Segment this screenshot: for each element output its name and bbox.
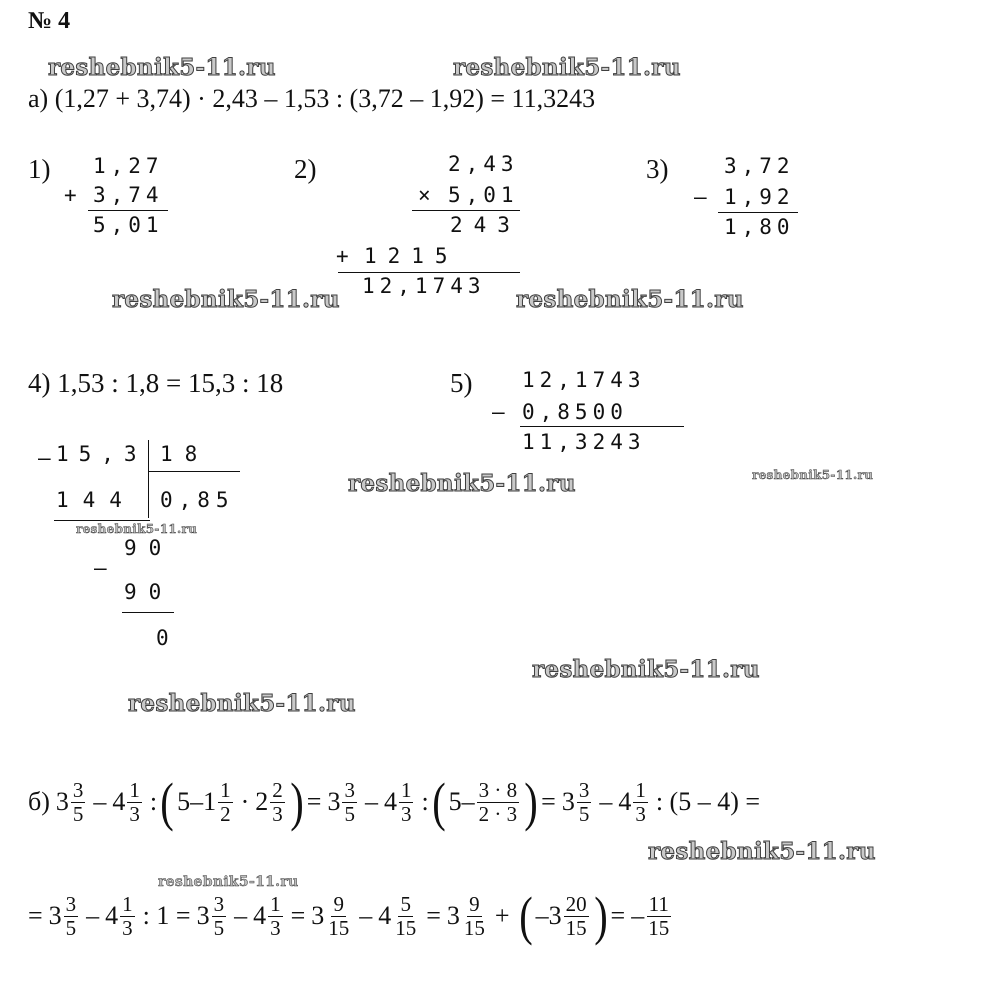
watermark: reshebnik5-11.ru xyxy=(48,54,276,81)
step3-label: 3) xyxy=(646,154,669,184)
step5-result: 11,3243 xyxy=(522,430,646,454)
fraction: $\frac{3}{5}$ xyxy=(72,777,84,826)
equals-sign: = xyxy=(306,787,322,816)
fraction: $\frac{1}{3}$ xyxy=(400,777,412,826)
step4-rule1 xyxy=(54,520,150,521)
minus-sign: – xyxy=(359,901,373,930)
fraction: $\frac{1}{2}$ xyxy=(220,777,231,826)
step1-label: 1) xyxy=(28,154,51,184)
equals-sign: = xyxy=(541,787,556,816)
mixed-whole: 2 xyxy=(255,787,269,816)
fraction: $\frac{3}{5}$ xyxy=(578,777,590,826)
close-paren: ) xyxy=(524,772,538,832)
mixed-whole: 4 xyxy=(253,901,267,930)
mixed-whole: 4 xyxy=(105,901,119,930)
watermark: reshebnik5-11.ru xyxy=(348,470,576,497)
fraction: $\frac{9}{15}$ xyxy=(463,891,485,940)
watermark: reshebnik5-11.ru xyxy=(76,522,198,536)
step5-row1: 12,1743 xyxy=(522,368,646,392)
mixed-whole: 3 xyxy=(196,901,210,930)
step1-rule xyxy=(88,210,168,211)
step2-op: × xyxy=(418,183,436,207)
step3-row2: 1,92 xyxy=(724,185,795,209)
minus-sign: – xyxy=(631,901,645,930)
fraction: $\frac{3}{5}$ xyxy=(344,777,355,826)
step4-division-bar xyxy=(148,440,149,518)
mixed-whole: –3 xyxy=(535,901,562,930)
equals-sign: = xyxy=(426,901,441,930)
part-b-line1 xyxy=(28,762,760,842)
step4-rem1: 90 xyxy=(124,536,174,560)
step4-expression: 4) 1,53 : 1,8 = 15,3 : 18 xyxy=(28,368,284,398)
step4-sub2: 90 xyxy=(124,580,174,604)
watermark: reshebnik5-11.ru xyxy=(453,54,681,81)
result-fraction: $\frac{11}{15}$ xyxy=(648,891,670,940)
step1-result: 5,01 xyxy=(93,213,164,237)
step5-row2: 0,8500 xyxy=(522,400,628,424)
open-paren: ( xyxy=(160,772,174,832)
step4-rule2 xyxy=(122,612,174,613)
step5-rule xyxy=(520,426,684,427)
colon-sign: : xyxy=(421,787,429,816)
colon-sign: : xyxy=(149,787,158,816)
step5-op: – xyxy=(492,400,510,424)
watermark: reshebnik5-11.ru xyxy=(128,690,356,717)
step2-rule2 xyxy=(338,272,520,273)
watermark: reshebnik5-11.ru xyxy=(112,286,340,313)
watermark: reshebnik5-11.ru xyxy=(648,838,876,865)
mixed-whole: 4 xyxy=(618,787,632,816)
mixed-whole: 3 xyxy=(311,901,325,930)
watermark: reshebnik5-11.ru xyxy=(516,286,744,313)
mixed-whole: 4 xyxy=(378,901,392,930)
watermark: reshebnik5-11.ru xyxy=(752,468,874,482)
step1-row1: 1,27 xyxy=(93,154,164,178)
close-paren: ) xyxy=(290,772,304,832)
mixed-whole: 1 xyxy=(203,787,217,816)
watermark: reshebnik5-11.ru xyxy=(532,656,760,683)
step2-partial1: 243 xyxy=(450,213,521,237)
step2-row2: 5,01 xyxy=(448,183,519,207)
problem-number: № 4 xyxy=(28,8,71,34)
mixed-whole: 4 xyxy=(112,787,126,816)
part-a-expression: а) (1,27 + 3,74) · 2,43 – 1,53 : (3,72 – 1,92) = 11,3243 xyxy=(28,84,596,113)
minus-sign: – xyxy=(93,787,107,816)
fraction: $\frac{1}{3}$ xyxy=(122,891,133,940)
step5-label: 5) xyxy=(450,368,473,398)
fraction: $\frac{2}{3}$ xyxy=(272,777,283,826)
step4-rem2: 0 xyxy=(156,626,174,650)
equals-sign: = xyxy=(290,901,306,930)
minus-sign: – xyxy=(86,901,100,930)
open-paren: ( xyxy=(431,772,446,832)
fraction: $\frac{1}{3}$ xyxy=(129,777,140,826)
step4-dividend: 15,3 xyxy=(56,442,147,466)
mixed-whole: 3 xyxy=(327,787,341,816)
minus-sign: – xyxy=(461,787,475,816)
fraction: $\frac{1}{3}$ xyxy=(635,777,646,826)
tail-expression: : (5 – 4) = xyxy=(655,787,761,816)
equals-sign: = xyxy=(28,901,43,930)
fraction: $\frac{9}{15}$ xyxy=(328,891,350,940)
mixed-whole: 3 xyxy=(561,787,575,816)
equals-sign: = xyxy=(610,901,626,930)
part-b-line2 xyxy=(28,876,673,956)
step1-op: + xyxy=(64,183,82,207)
step4-quotient: 0,85 xyxy=(160,488,235,512)
step3-op: – xyxy=(694,185,712,209)
step2-partial2: 1215 xyxy=(364,244,459,268)
dot-sign: · xyxy=(240,787,250,816)
step4-sub1: 144 xyxy=(56,488,136,512)
mixed-whole: 3 xyxy=(55,787,69,816)
fraction: $\frac{3}{5}$ xyxy=(65,891,77,940)
step4-quotient-rule xyxy=(148,471,240,472)
fraction: $\frac{3 \cdot 8}{2 \cdot 3}$ xyxy=(478,777,518,826)
fraction: $\frac{5}{15}$ xyxy=(395,891,417,940)
close-paren: ) xyxy=(593,886,608,946)
number: 5 xyxy=(448,787,462,816)
step2-rule xyxy=(412,210,520,211)
mixed-whole: 3 xyxy=(446,901,460,930)
part-b-label: б) xyxy=(28,787,50,816)
plus-sign: + xyxy=(494,901,510,930)
minus-sign: – xyxy=(234,901,248,930)
step3-result: 1,80 xyxy=(724,215,795,239)
step2-label: 2) xyxy=(294,154,317,184)
step4-op2: – xyxy=(94,556,112,580)
minus-sign: – xyxy=(190,787,204,816)
fraction: $\frac{20}{15}$ xyxy=(565,891,587,940)
step4-divisor: 18 xyxy=(160,442,210,466)
fraction: $\frac{3}{5}$ xyxy=(213,891,225,940)
step3-row1: 3,72 xyxy=(724,154,795,178)
minus-sign: – xyxy=(364,787,378,816)
minus-sign: – xyxy=(599,787,613,816)
step3-rule xyxy=(718,212,798,213)
fraction: $\frac{1}{3}$ xyxy=(270,891,281,940)
step2-result: 12,1743 xyxy=(362,274,486,298)
divide-by-one: : 1 = xyxy=(142,901,191,930)
step4-op: – xyxy=(38,446,56,470)
watermark: reshebnik5-11.ru xyxy=(158,874,299,890)
number: 5 xyxy=(177,787,191,816)
mixed-whole: 4 xyxy=(383,787,397,816)
mixed-whole: 3 xyxy=(48,901,62,930)
step1-row2: 3,74 xyxy=(93,183,164,207)
open-paren: ( xyxy=(518,886,533,946)
step2-op2: + xyxy=(336,244,354,268)
step2-row1: 2,43 xyxy=(448,152,519,176)
